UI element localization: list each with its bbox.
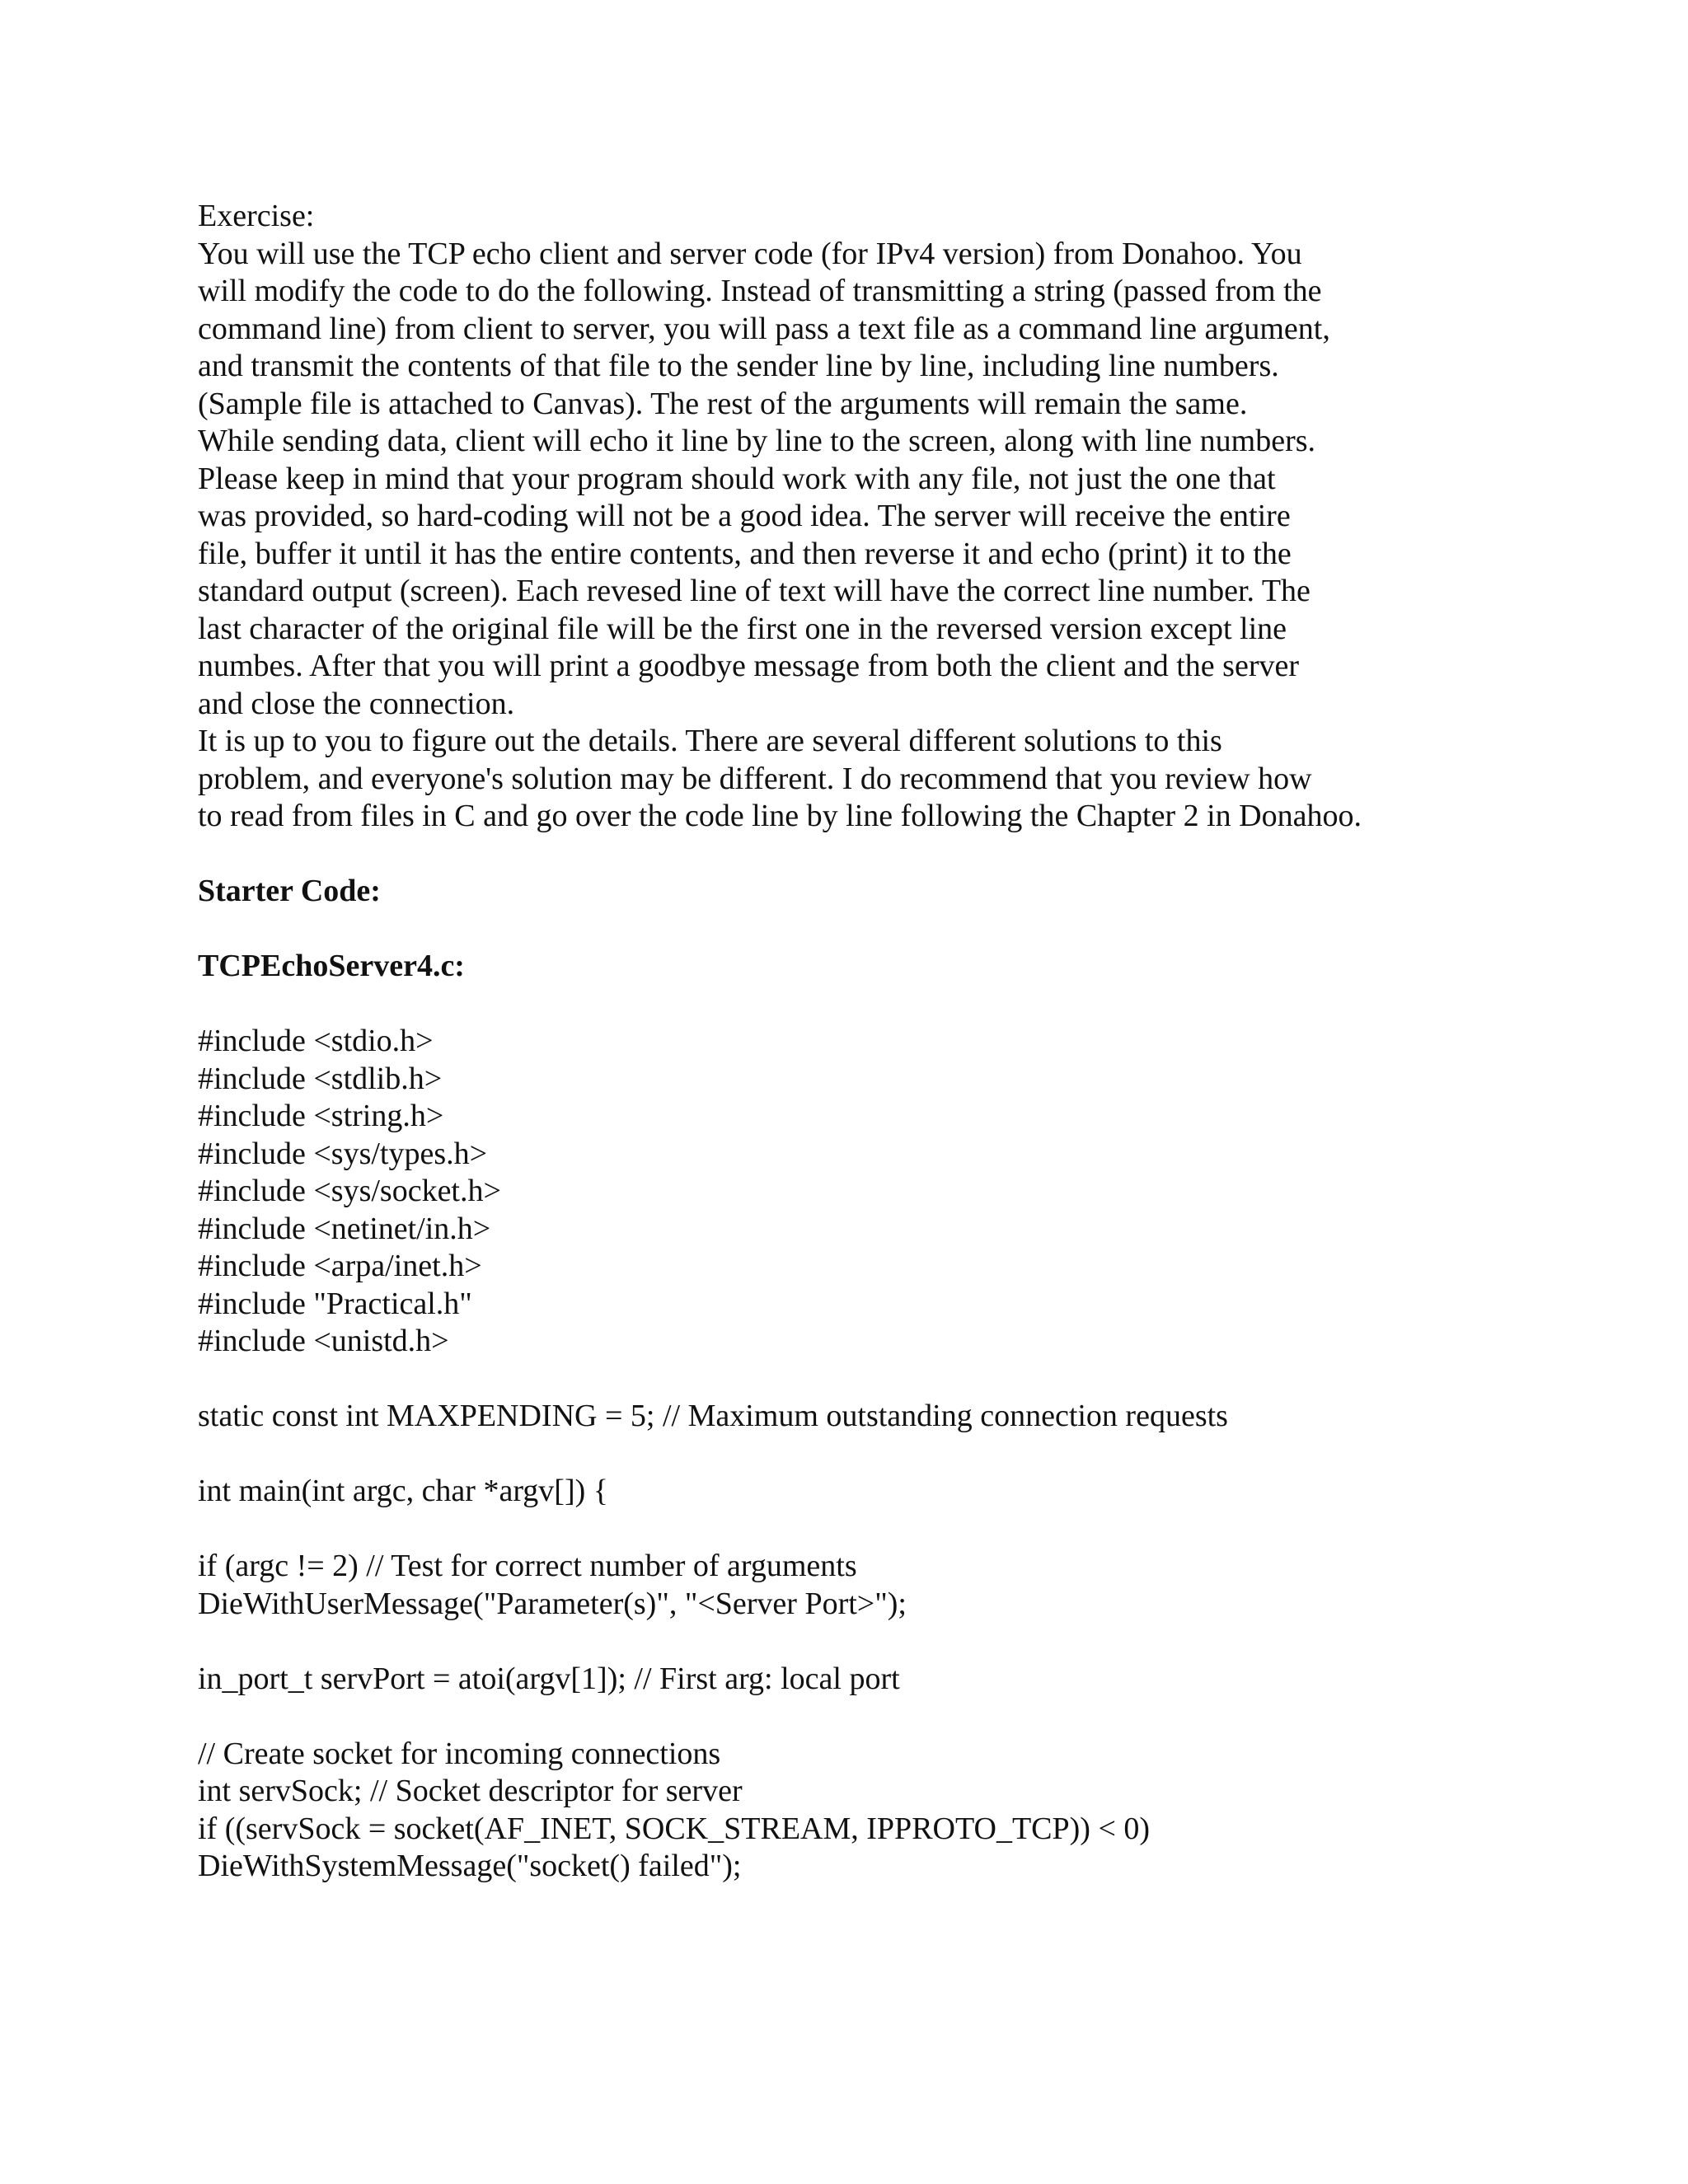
document-page xyxy=(198,198,1599,1886)
code-line-socket: DieWithSystemMessage("socket() failed"); xyxy=(198,1849,742,1883)
spacer xyxy=(198,986,1599,1024)
starter-code-heading: Starter Code: xyxy=(198,874,381,908)
exercise-text-line: and transmit the contents of that file to the sender line by line, including line numbers. xyxy=(198,349,1279,383)
spacer xyxy=(198,911,1599,949)
spacer xyxy=(198,1511,1599,1549)
exercise-text-line: It is up to you to figure out the details. There are several different solutions to this xyxy=(198,724,1222,758)
code-line-argc-check: DieWithUserMessage("Parameter(s)", "<Server Port>"); xyxy=(198,1586,907,1621)
code-line-include: #include <string.h> xyxy=(198,1099,444,1133)
file-name-heading: TCPEchoServer4.c: xyxy=(198,949,465,983)
spacer xyxy=(198,1361,1599,1399)
code-line-include: #include <unistd.h> xyxy=(198,1324,449,1358)
code-line-include: #include <sys/socket.h> xyxy=(198,1174,501,1208)
code-line-include: #include <stdlib.h> xyxy=(198,1061,443,1096)
exercise-text-line: and close the connection. xyxy=(198,686,515,721)
code-line-argc-check: if (argc != 2) // Test for correct number of arguments xyxy=(198,1549,857,1583)
spacer xyxy=(198,1623,1599,1661)
code-line-socket: if ((servSock = socket(AF_INET, SOCK_STREAM, IPPROTO_TCP)) < 0) xyxy=(198,1811,1151,1846)
code-line-include: #include <netinet/in.h> xyxy=(198,1211,491,1246)
exercise-text-line: will modify the code to do the following. Instead of transmitting a string (passed from the xyxy=(198,274,1322,308)
code-line-include: #include <stdio.h> xyxy=(198,1024,434,1058)
code-line-socket: int servSock; // Socket descriptor for server xyxy=(198,1774,743,1808)
spacer xyxy=(198,836,1599,874)
code-line-socket: // Create socket for incoming connections xyxy=(198,1736,721,1771)
code-line-include: #include "Practical.h" xyxy=(198,1286,472,1321)
exercise-text-line: (Sample file is attached to Canvas). The rest of the arguments will remain the same. xyxy=(198,386,1248,421)
exercise-text-line: Please keep in mind that your program should work with any file, not just the one that xyxy=(198,461,1276,496)
exercise-text-line: was provided, so hard-coding will not be a good idea. The server will receive the entire xyxy=(198,499,1291,533)
exercise-text-line: command line) from client to server, you will pass a text file as a command line argument, xyxy=(198,311,1330,346)
code-line-serv-port: in_port_t servPort = atoi(argv[1]); // First arg: local port xyxy=(198,1661,900,1696)
exercise-text-line: numbes. After that you will print a goodbye message from both the client and the server xyxy=(198,649,1299,683)
exercise-text-line: to read from files in C and go over the code line by line following the Chapter 2 in Donahoo. xyxy=(198,799,1362,833)
exercise-text-line: standard output (screen). Each revesed line of text will have the correct line number. The xyxy=(198,574,1311,608)
code-line-include: #include <arpa/inet.h> xyxy=(198,1249,482,1283)
code-line-maxpending: static const int MAXPENDING = 5; // Maximum outstanding connection requests xyxy=(198,1399,1228,1433)
spacer xyxy=(198,1436,1599,1474)
exercise-title: Exercise: xyxy=(198,199,315,233)
exercise-text-line: last character of the original file will be the first one in the reversed version except line xyxy=(198,611,1287,646)
spacer xyxy=(198,1698,1599,1736)
exercise-text-line: You will use the TCP echo client and server code (for IPv4 version) from Donahoo. You xyxy=(198,236,1302,271)
code-line-include: #include <sys/types.h> xyxy=(198,1136,488,1171)
code-line-main-signature: int main(int argc, char *argv[]) { xyxy=(198,1474,608,1508)
exercise-text-line: file, buffer it until it has the entire contents, and then reverse it and echo (print) it to the xyxy=(198,536,1292,571)
exercise-text-line: While sending data, client will echo it line by line to the screen, along with line numbers. xyxy=(198,424,1316,458)
exercise-text-line: problem, and everyone's solution may be different. I do recommend that you review how xyxy=(198,761,1312,796)
